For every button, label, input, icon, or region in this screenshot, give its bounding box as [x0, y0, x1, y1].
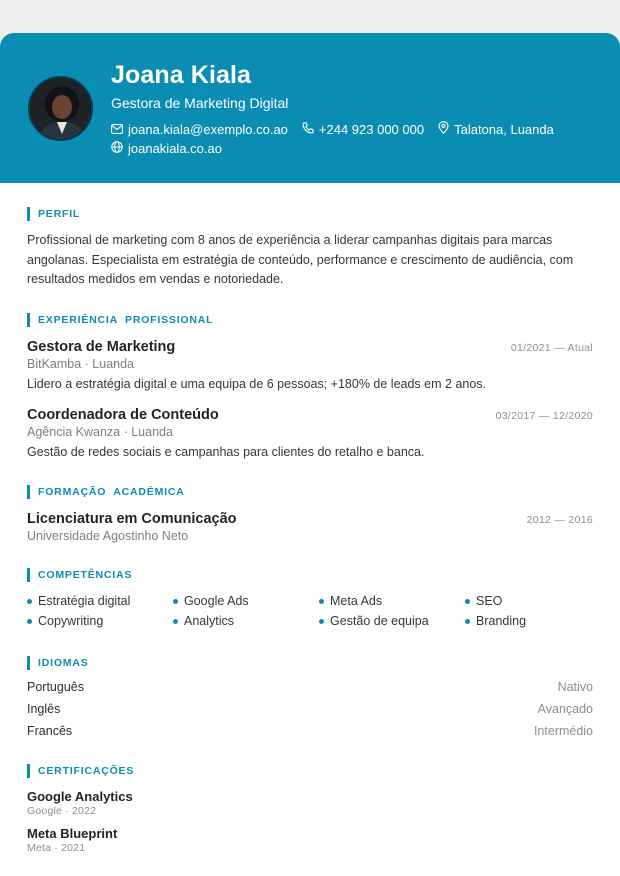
- education-dates: 2012 — 2016: [526, 513, 593, 526]
- section-title-experience: EXPERIÊNCIA PROFISSIONAL: [27, 314, 593, 326]
- language-name: Inglês: [27, 701, 61, 716]
- section-title-certifications: CERTIFICAÇÕES: [27, 765, 593, 777]
- certification-meta: Meta · 2021: [27, 841, 86, 854]
- bullet-dot: [27, 619, 32, 624]
- job-description: Gestão de redes sociais e campanhas para clientes do retalho e banca.: [27, 444, 425, 459]
- school-name: Universidade Agostinho Neto: [27, 528, 189, 543]
- section-title-languages: IDIOMAS: [27, 657, 593, 669]
- certification-meta: Google · 2022: [27, 804, 97, 817]
- skill-item: [319, 594, 465, 609]
- resume-page: [0, 33, 620, 876]
- language-level: Nativo: [557, 679, 593, 694]
- job-title: Coordenadora de Conteúdo: [27, 406, 219, 423]
- bullet-dot: [465, 599, 470, 604]
- certification-name: Google Analytics: [27, 788, 133, 804]
- job-org: Agência Kwanza · Luanda: [27, 424, 173, 439]
- section-title-profile: PERFIL: [27, 208, 593, 220]
- skill-label: Google Ads: [184, 594, 249, 608]
- bullet-dot: [319, 599, 324, 604]
- resume-body: [0, 208, 620, 854]
- education-item: [27, 511, 593, 543]
- skill-item: [465, 594, 595, 609]
- skill-label: Estratégia digital: [38, 594, 131, 608]
- job-description: Lidero a estratégia digital e uma equipa de 6 pessoas; +180% de leads em 2 anos.: [27, 376, 486, 391]
- language-row: [27, 676, 593, 698]
- skill-label: SEO: [476, 594, 503, 608]
- email-text: joana.kiala@exemplo.co.ao: [128, 121, 288, 137]
- certification-item: [27, 789, 593, 817]
- profile-text: Profissional de marketing com 8 anos de experiência a liderar campanhas digitais para marcas angolanas. Especialista em estratégia de conteúdo, performance e crescimento de audiência, com resultados medidos em vendas e notoriedade.: [27, 233, 574, 286]
- skill-item: [27, 594, 173, 609]
- candidate-name: Joana Kiala: [111, 61, 252, 89]
- bullet-dot: [173, 599, 178, 604]
- skill-item: [465, 614, 595, 629]
- certification-name: Meta Blueprint: [27, 825, 118, 841]
- skill-item: [319, 614, 465, 629]
- language-name: Francês: [27, 723, 73, 738]
- skill-label: Meta Ads: [330, 594, 383, 608]
- website-text: joanakiala.co.ao: [128, 141, 222, 156]
- language-name: Português: [27, 679, 84, 694]
- experience-item: [27, 407, 593, 459]
- experience-item: [27, 339, 593, 391]
- section-title-skills: COMPETÊNCIAS: [27, 569, 593, 581]
- language-level: Intermédio: [533, 723, 593, 738]
- languages-list: [27, 676, 593, 742]
- language-row: [27, 720, 593, 742]
- globe-icon: [111, 141, 128, 156]
- skill-item: [27, 614, 173, 629]
- job-dates: 01/2021 — Atual: [510, 341, 593, 354]
- contact-location: [438, 121, 554, 137]
- location-pin-icon: [438, 121, 454, 137]
- contact-website[interactable]: [111, 141, 222, 156]
- section-title-education: FORMAÇÃO ACADÉMICA: [27, 486, 593, 498]
- bullet-dot: [27, 599, 32, 604]
- language-row: [27, 698, 593, 720]
- contact-row: [111, 121, 568, 137]
- bullet-dot: [465, 619, 470, 624]
- skill-item: [173, 614, 319, 629]
- skill-label: Copywriting: [38, 614, 104, 628]
- language-level: Avançado: [537, 701, 593, 716]
- job-title: Gestora de Marketing: [27, 338, 176, 355]
- contact-email[interactable]: [111, 122, 288, 137]
- phone-icon: [302, 122, 319, 137]
- job-org: BitKamba · Luanda: [27, 356, 135, 371]
- skill-label: Gestão de equipa: [330, 614, 429, 628]
- avatar: [28, 76, 93, 141]
- job-dates: 03/2017 — 12/2020: [495, 409, 593, 422]
- candidate-role: Gestora de Marketing Digital: [111, 95, 289, 111]
- degree-title: Licenciatura em Comunicação: [27, 510, 237, 527]
- bullet-dot: [173, 619, 178, 624]
- bullet-dot: [319, 619, 324, 624]
- mail-icon: [111, 122, 128, 137]
- resume-header: [0, 33, 620, 183]
- contact-phone[interactable]: [302, 122, 424, 137]
- contact-row-website: [111, 141, 236, 156]
- phone-text: +244 923 000 000: [318, 121, 425, 137]
- certification-item: [27, 826, 593, 854]
- location-text: Talatona, Luanda: [454, 121, 554, 137]
- skill-label: Analytics: [184, 614, 235, 628]
- skill-label: Branding: [476, 614, 527, 628]
- skills-grid: [27, 594, 593, 629]
- skill-item: [173, 594, 319, 609]
